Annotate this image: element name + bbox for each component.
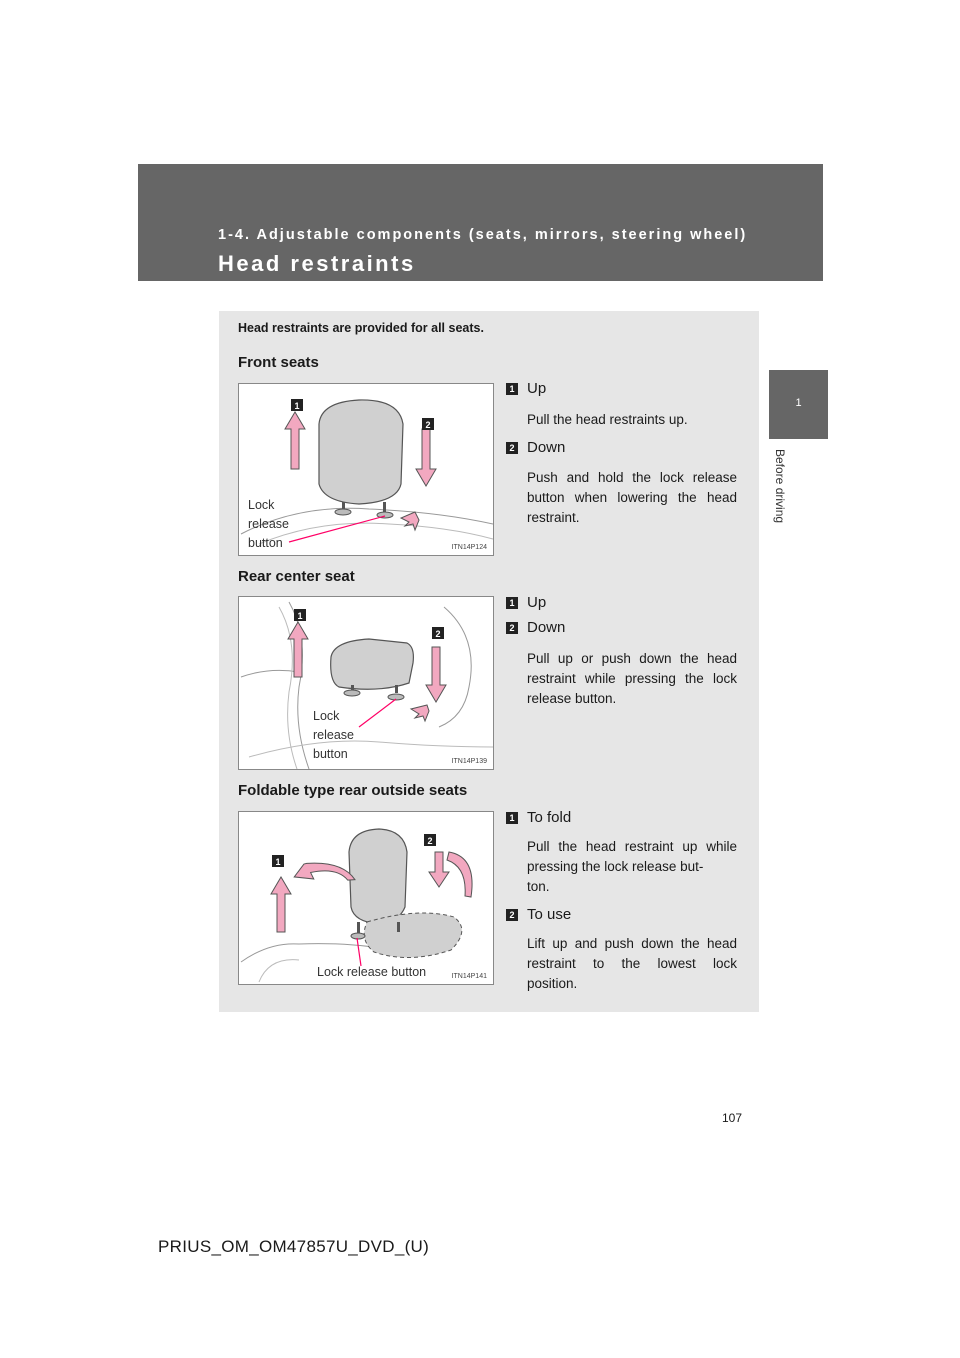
svg-text:2: 2 bbox=[427, 836, 433, 846]
svg-text:1: 1 bbox=[294, 401, 300, 411]
step-item bbox=[506, 809, 571, 826]
step-label: Down bbox=[527, 439, 566, 456]
figure-code: ITN14P124 bbox=[451, 544, 487, 551]
section-title: 1-4. Adjustable components (seats, mirrors, steering wheel) bbox=[218, 227, 748, 243]
step-label: To use bbox=[527, 906, 572, 923]
step-item bbox=[506, 380, 546, 397]
step-number-badge: 1 bbox=[506, 812, 518, 824]
step-description: Pull the head restraints up. bbox=[527, 412, 688, 427]
step-label: Down bbox=[527, 619, 566, 636]
chapter-tab-number: 1 bbox=[795, 397, 802, 409]
svg-text:2: 2 bbox=[425, 420, 431, 430]
step-number-badge: 1 bbox=[506, 383, 518, 395]
step-description: Pull up or push down the head restraint while pressing the lock release button. bbox=[527, 651, 737, 706]
intro-text: Head restraints are provided for all seats. bbox=[238, 321, 484, 335]
subheading-rear-center-seat: Rear center seat bbox=[238, 568, 355, 585]
svg-text:1: 1 bbox=[297, 611, 303, 621]
document-code: PRIUS_OM_OM47857U_DVD_(U) bbox=[158, 1237, 430, 1256]
page-title: Head restraints bbox=[218, 251, 416, 276]
svg-text:1: 1 bbox=[275, 857, 281, 867]
chapter-tab-label: Before driving bbox=[773, 449, 787, 524]
svg-text:2: 2 bbox=[435, 629, 441, 639]
step-label: To fold bbox=[527, 809, 572, 826]
step-number-badge: 2 bbox=[506, 622, 518, 634]
step-item bbox=[506, 619, 565, 636]
figure-rear-center-seat bbox=[238, 596, 494, 770]
figure-front-seats bbox=[238, 383, 494, 556]
subheading-front-seats: Front seats bbox=[238, 354, 319, 371]
step-description: Push and hold the lock release button when lowering the head restraint. bbox=[527, 470, 737, 525]
chapter-tab bbox=[769, 370, 828, 439]
subheading-foldable-rear-seats: Foldable type rear outside seats bbox=[238, 782, 468, 799]
step-number-badge: 2 bbox=[506, 909, 518, 921]
lock-release-callout: Lock release button bbox=[248, 498, 289, 550]
lock-release-callout: Lock release button bbox=[317, 965, 427, 979]
step-item bbox=[506, 906, 571, 923]
chapter-header bbox=[138, 164, 823, 281]
figure-code: ITN14P139 bbox=[451, 758, 487, 765]
step-number-badge: 2 bbox=[506, 442, 518, 454]
figure-foldable-rear-seats bbox=[238, 811, 494, 985]
step-label: Up bbox=[527, 594, 547, 611]
rear-center-headrest-illustration bbox=[239, 597, 494, 770]
step-item bbox=[506, 594, 546, 611]
figure-code: ITN14P141 bbox=[451, 973, 487, 980]
step-description: Pull the head restraint up while pressing the lock release but- ton. bbox=[527, 839, 737, 894]
step-description: Lift up and push down the head restraint to the lowest lock position. bbox=[527, 936, 737, 991]
step-number-badge: 1 bbox=[506, 597, 518, 609]
foldable-headrest-illustration bbox=[239, 812, 494, 985]
page-number: 107 bbox=[722, 1111, 743, 1125]
step-label: Up bbox=[527, 380, 547, 397]
lock-release-callout: Lock release button bbox=[313, 709, 354, 761]
step-item bbox=[506, 439, 565, 456]
